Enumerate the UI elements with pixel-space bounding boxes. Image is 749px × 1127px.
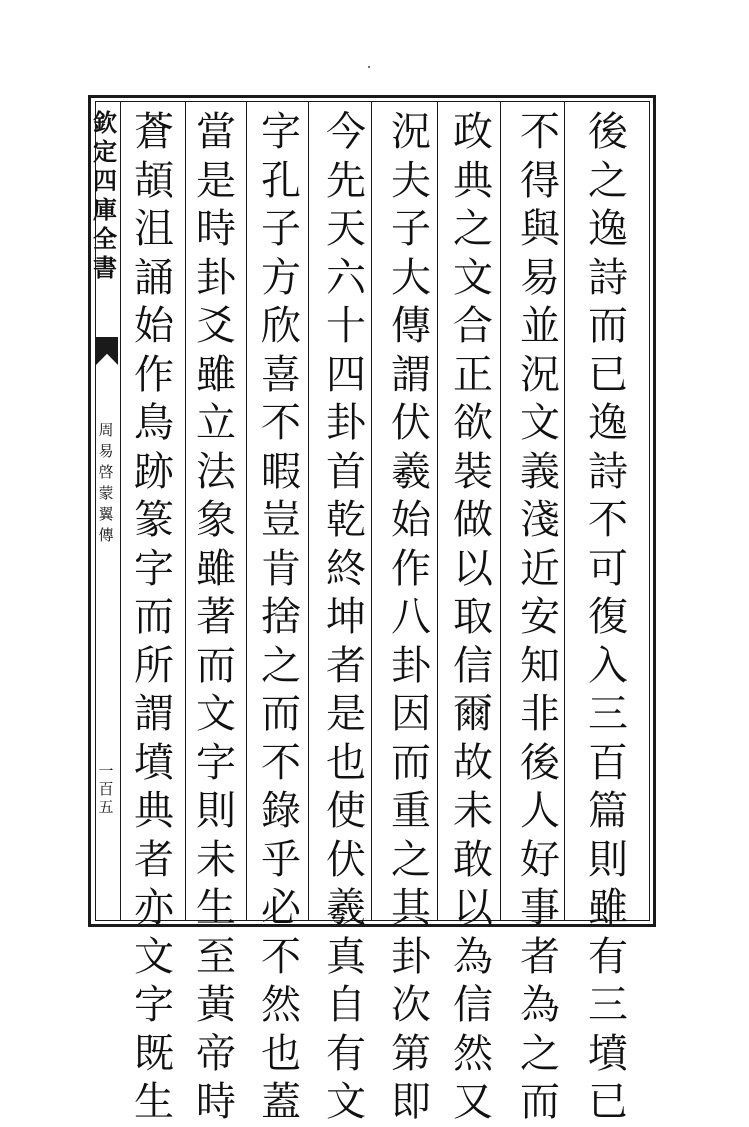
character: 並 xyxy=(520,303,560,349)
character: 字 xyxy=(196,739,236,786)
character: 之 xyxy=(391,836,431,883)
character: 爻 xyxy=(196,303,236,349)
character: 之 xyxy=(588,157,628,204)
character: 著 xyxy=(196,594,236,640)
character: 喜 xyxy=(261,351,301,398)
character: 之 xyxy=(520,1030,560,1077)
character: 六 xyxy=(326,254,366,301)
character: 次 xyxy=(391,982,431,1028)
character: 肯 xyxy=(261,545,301,592)
character: 周 xyxy=(98,421,114,439)
character: 真 xyxy=(326,933,366,980)
character: 又 xyxy=(453,1079,493,1125)
character: 易 xyxy=(520,254,560,301)
character: 不 xyxy=(520,109,560,155)
character: 欣 xyxy=(261,303,301,349)
character: 義 xyxy=(520,448,560,495)
character: 卦 xyxy=(391,933,431,980)
character: 五 xyxy=(98,798,114,816)
character: 作 xyxy=(134,351,174,398)
character: 其 xyxy=(391,885,431,931)
character: 暇 xyxy=(261,448,301,495)
character: 文 xyxy=(196,691,236,737)
character: 一 xyxy=(98,762,114,780)
character: 定 xyxy=(93,137,117,166)
character: 而 xyxy=(134,594,174,640)
character: 象 xyxy=(196,497,236,543)
character: 以 xyxy=(453,885,493,931)
character: 子 xyxy=(391,206,431,252)
character: 字 xyxy=(134,545,174,592)
book-title xyxy=(97,420,115,546)
character: 後 xyxy=(588,109,628,155)
character: 錄 xyxy=(261,788,301,834)
character: 而 xyxy=(261,691,301,737)
character: 第 xyxy=(391,1030,431,1077)
character: 得 xyxy=(520,157,560,204)
character: 所 xyxy=(134,642,174,689)
character: 已 xyxy=(588,1079,628,1125)
character: 卦 xyxy=(326,400,366,446)
character: 文 xyxy=(326,1079,366,1125)
character: 之 xyxy=(453,206,493,252)
character: 八 xyxy=(391,594,431,640)
character: 書 xyxy=(93,253,117,282)
character: 字 xyxy=(134,982,174,1028)
character: 已 xyxy=(588,351,628,398)
character: 即 xyxy=(391,1079,431,1125)
character: 既 xyxy=(134,1030,174,1077)
character: 有 xyxy=(588,933,628,980)
character: 四 xyxy=(93,166,117,195)
character: 而 xyxy=(520,1079,560,1125)
character: 事 xyxy=(520,885,560,931)
character: 伏 xyxy=(326,836,366,883)
character: 也 xyxy=(326,739,366,786)
character: 近 xyxy=(520,545,560,592)
character: 是 xyxy=(326,691,366,737)
character: 然 xyxy=(453,1030,493,1077)
character: 篆 xyxy=(134,497,174,543)
character: 文 xyxy=(134,933,174,980)
text-column-1 xyxy=(580,108,636,1125)
character: 自 xyxy=(326,982,366,1028)
character: 雖 xyxy=(588,885,628,931)
character: 敢 xyxy=(453,836,493,883)
character: 誦 xyxy=(134,254,174,301)
character: 以 xyxy=(453,545,493,592)
text-column-7 xyxy=(188,108,244,1125)
character: 法 xyxy=(196,448,236,495)
character: 今 xyxy=(326,109,366,155)
character: 三 xyxy=(588,982,628,1028)
character: 故 xyxy=(453,739,493,786)
character: 不 xyxy=(261,400,301,446)
character: 豈 xyxy=(261,497,301,543)
character: 人 xyxy=(520,788,560,834)
character: 坤 xyxy=(326,594,366,640)
column-rule xyxy=(120,101,121,921)
character: 因 xyxy=(391,691,431,737)
character: 者 xyxy=(326,642,366,689)
character: 翼 xyxy=(98,505,114,523)
page-number xyxy=(97,762,115,816)
character: 復 xyxy=(588,594,628,640)
character: 蒼 xyxy=(134,109,174,155)
character: 至 xyxy=(196,933,236,980)
character: 傳 xyxy=(98,526,114,544)
character: 捨 xyxy=(261,594,301,640)
character: 庫 xyxy=(93,195,117,224)
character: 欽 xyxy=(93,108,117,137)
character: 好 xyxy=(520,836,560,883)
character: 則 xyxy=(196,788,236,834)
character: 乾 xyxy=(326,497,366,543)
text-column-3 xyxy=(445,108,501,1125)
text-column-4 xyxy=(383,108,439,1125)
character: 入 xyxy=(588,642,628,689)
character: 而 xyxy=(196,642,236,689)
character: 也 xyxy=(261,1030,301,1077)
character: 詩 xyxy=(588,448,628,495)
character: 雖 xyxy=(196,545,236,592)
column-rule xyxy=(185,101,186,921)
character: 墳 xyxy=(588,1030,628,1077)
character: 三 xyxy=(588,691,628,737)
character: 百 xyxy=(588,739,628,786)
character: 大 xyxy=(391,254,431,301)
character: 典 xyxy=(134,788,174,834)
character: 方 xyxy=(261,254,301,301)
character: 未 xyxy=(453,788,493,834)
character: 取 xyxy=(453,594,493,640)
character: 文 xyxy=(453,254,493,301)
character: 重 xyxy=(391,788,431,834)
column-rule xyxy=(246,101,247,921)
text-column-6 xyxy=(253,108,309,1125)
character: 信 xyxy=(453,982,493,1028)
character: 始 xyxy=(134,303,174,349)
character: 蓋 xyxy=(261,1079,301,1125)
character: 作 xyxy=(391,545,431,592)
character: 況 xyxy=(391,109,431,155)
character: 使 xyxy=(326,788,366,834)
character: 卦 xyxy=(196,254,236,301)
character: 安 xyxy=(520,594,560,640)
character: 未 xyxy=(196,836,236,883)
character: 與 xyxy=(520,206,560,252)
collection-title xyxy=(92,108,118,282)
character: 詩 xyxy=(588,254,628,301)
character: 況 xyxy=(520,351,560,398)
character: 十 xyxy=(326,303,366,349)
character: 不 xyxy=(588,497,628,543)
character: 易 xyxy=(98,442,114,460)
character: 傳 xyxy=(391,303,431,349)
character: 生 xyxy=(134,1079,174,1125)
character: 爾 xyxy=(453,691,493,737)
character: 終 xyxy=(326,545,366,592)
character: 乎 xyxy=(261,836,301,883)
character: 而 xyxy=(391,739,431,786)
character: 始 xyxy=(391,497,431,543)
character: 做 xyxy=(453,497,493,543)
text-column-5 xyxy=(318,108,374,1125)
character: 合 xyxy=(453,303,493,349)
character: 生 xyxy=(196,885,236,931)
character: 篇 xyxy=(588,788,628,834)
character: 然 xyxy=(261,982,301,1028)
character: 頡 xyxy=(134,157,174,204)
character: 先 xyxy=(326,157,366,204)
character: 時 xyxy=(196,206,236,252)
character: 有 xyxy=(326,1030,366,1077)
character: 雖 xyxy=(196,351,236,398)
character: 則 xyxy=(588,836,628,883)
character: 者 xyxy=(134,836,174,883)
character: 之 xyxy=(261,642,301,689)
character: 後 xyxy=(520,739,560,786)
character: 帝 xyxy=(196,1030,236,1077)
character: 謂 xyxy=(391,351,431,398)
character: 伏 xyxy=(391,400,431,446)
character: 不 xyxy=(261,739,301,786)
character: 羲 xyxy=(326,885,366,931)
character: 天 xyxy=(326,206,366,252)
character: 沮 xyxy=(134,206,174,252)
text-column-2 xyxy=(512,108,568,1125)
character: 蒙 xyxy=(98,484,114,502)
character: 政 xyxy=(453,109,493,155)
character: 字 xyxy=(261,109,301,155)
character: 鳥 xyxy=(134,400,174,446)
character: 者 xyxy=(520,933,560,980)
character: 知 xyxy=(520,642,560,689)
character: 當 xyxy=(196,109,236,155)
character: 墳 xyxy=(134,739,174,786)
character: 四 xyxy=(326,351,366,398)
character: 典 xyxy=(453,157,493,204)
character: 首 xyxy=(326,448,366,495)
character: 子 xyxy=(261,206,301,252)
character: 不 xyxy=(261,933,301,980)
character: 時 xyxy=(196,1079,236,1125)
character: 非 xyxy=(520,691,560,737)
text-column-8 xyxy=(126,108,182,1125)
character: 必 xyxy=(261,885,301,931)
character: 羲 xyxy=(391,448,431,495)
character: 文 xyxy=(520,400,560,446)
character: 啓 xyxy=(98,463,114,481)
character: 逸 xyxy=(588,206,628,252)
character: 裝 xyxy=(453,448,493,495)
character: 立 xyxy=(196,400,236,446)
character: 正 xyxy=(453,351,493,398)
character: 為 xyxy=(453,933,493,980)
character: 為 xyxy=(520,982,560,1028)
character: 謂 xyxy=(134,691,174,737)
character: 信 xyxy=(453,642,493,689)
character: 可 xyxy=(588,545,628,592)
character: 百 xyxy=(98,780,114,798)
character: 逸 xyxy=(588,400,628,446)
character: 而 xyxy=(588,303,628,349)
ink-speck xyxy=(368,66,370,68)
character: 全 xyxy=(93,224,117,253)
character: 亦 xyxy=(134,885,174,931)
character: 孔 xyxy=(261,157,301,204)
character: 淺 xyxy=(520,497,560,543)
character: 欲 xyxy=(453,400,493,446)
character: 黃 xyxy=(196,982,236,1028)
character: 卦 xyxy=(391,642,431,689)
character: 是 xyxy=(196,157,236,204)
character: 跡 xyxy=(134,448,174,495)
character: 夫 xyxy=(391,157,431,204)
